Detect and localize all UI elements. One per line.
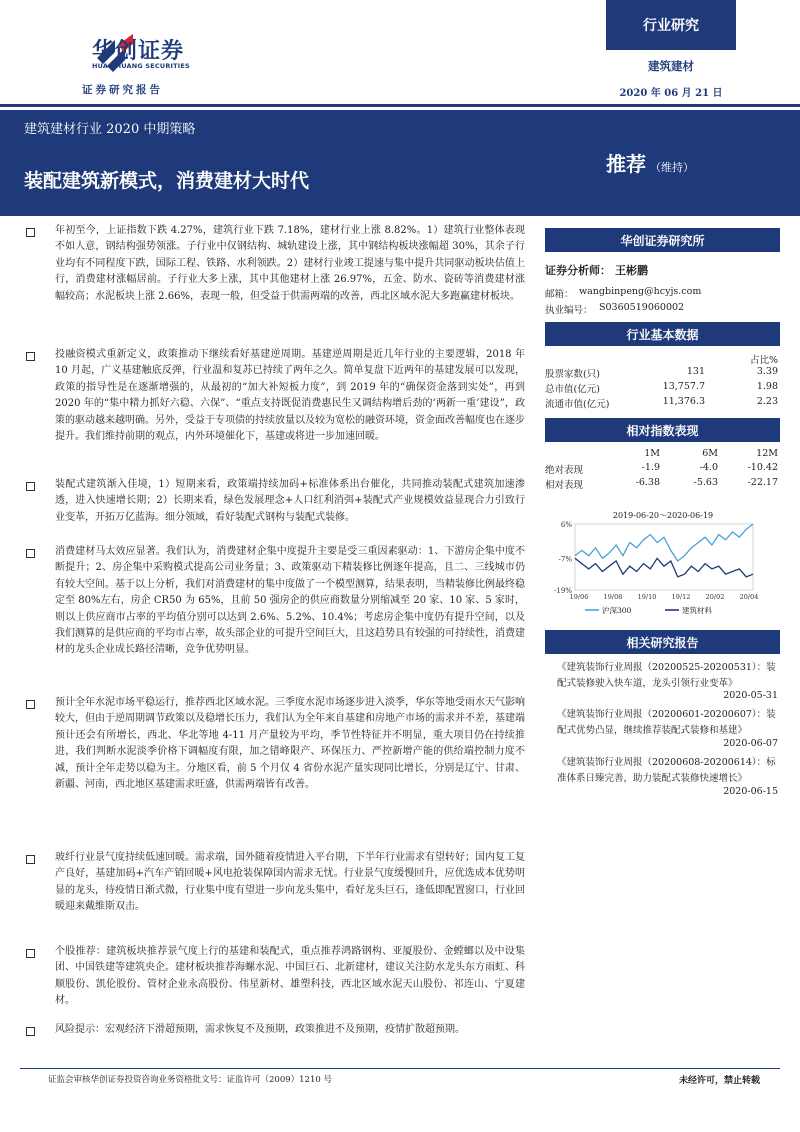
license-label: 执业编号：: [545, 305, 593, 316]
footer-license: 证监会审核华创证券投资咨询业务资格批文号：证监许可（2009）1210 号: [48, 1075, 332, 1085]
rating-note: （维持）: [650, 161, 694, 174]
x-tick-label: 20/04: [739, 593, 759, 601]
basic-row-label: 流通市值(亿元): [545, 399, 610, 410]
bullet-checkbox-icon: [26, 228, 35, 237]
logo-text: 华创证券: [92, 39, 185, 64]
perf-col-header: 6M: [702, 448, 718, 459]
report-subtitle: 建筑建材行业 2020 中期策略: [24, 122, 196, 137]
perf-row-label: 绝对表现: [545, 465, 584, 476]
sector-label: 建筑建材: [648, 59, 694, 73]
header-divider: [0, 104, 800, 107]
related-report-link[interactable]: 《建筑装饰行业周报（20200608-20200614）：标准体系日臻完善，助力装配式装修快速增长》: [557, 757, 776, 784]
perf-value: -5.63: [693, 477, 718, 488]
relative-performance-chart: [545, 510, 780, 620]
y-tick-label: 6%: [560, 521, 572, 529]
footer-divider: [20, 1068, 780, 1069]
basic-row-value: 11,376.3: [662, 396, 705, 407]
chart-title: 2019-06-20～2020-06-19: [612, 511, 714, 520]
summary-paragraph-5: 预计全年水泥市场平稳运行，推荐西北区域水泥。三季度水泥市场逐步进入淡季，华东等地受雨水天气影响较大，但由于逆周期调节政策以及稳增长压力，我们认为全年来自基建和房地产市场的需求并不差，基建端预计还会有所增长，西北、华北等地 4-11 月产量较为平均，季节性特征并不明显，重大项目仍在持续推进，我们判断水泥淡季价格下调幅度有限，加之错峰限产、环保压力、严控新增产能的供给端控制力度不减，预计全年走势以稳为主。分地区看，前 5 个月仅 4 省份水泥产量实现同比增长，分别是辽宁、甘肃、新疆、河南，西北地区基建需求旺盛，供需两端皆有改善。: [55, 697, 525, 791]
logo-text-en: HUA CHUANG SECURITIES: [92, 62, 190, 70]
x-tick-label: 20/02: [705, 593, 725, 601]
basic-row-value: 13,757.7: [662, 381, 705, 392]
perf-value: -4.0: [699, 462, 718, 473]
bullet-checkbox-icon: [26, 482, 35, 491]
research-institute-header: 华创证券研究所: [545, 228, 780, 252]
related-report-link[interactable]: 《建筑装饰行业周报（20200601-20200607）：装配式优势凸显，继续推荐装配式装修和基建》: [557, 709, 776, 736]
basic-data-header: 行业基本数据: [545, 322, 780, 346]
series-line: [575, 558, 753, 577]
perf-row-label: 相对表现: [545, 480, 584, 491]
x-tick-label: 19/10: [637, 593, 657, 601]
analyst-label: 证券分析师：: [545, 264, 611, 277]
license-number: S0360519060002: [599, 302, 685, 313]
x-tick-label: 19/08: [603, 593, 623, 601]
x-tick-label: 19/06: [569, 593, 589, 601]
y-tick-label: -19%: [554, 587, 572, 595]
summary-paragraph-2: 投融资模式重新定义，政策推动下继续看好基建逆周期。基建逆周期是近几年行业的主要逻辑，2018 年 10 月起，广义基建触底反弹，行业温和复苏已持续了两年之久。简单复盘下近两年的基建发展可以发现，政策的指导性是在逐渐增强的，从最初的“加大补短板力度”，到 2019 年的“确保资金落到实处”，再到 2020 年的“集中精力抓好六稳、六保”、“重点支持既促消费惠民生又调结构增后劲的‘两新一重’建设”，政策的驱动越来越明确。另外，受益于专项债的持续放量以及较为宽松的融资环境，资金面改善幅度也在逐步提升。我们维持前期的观点，内外环境催化下，基建或将进一步加速回暖。: [55, 349, 525, 443]
basic-row-label: 股票家数(只): [545, 369, 600, 380]
perf-value: -22.17: [747, 477, 778, 488]
basic-col-header: 占比%: [749, 355, 778, 366]
bullet-checkbox-icon: [26, 1027, 35, 1036]
report-category-tag: 行业研究: [606, 0, 736, 50]
perf-value: -10.42: [747, 462, 778, 473]
basic-row-label: 总市值(亿元): [545, 384, 600, 395]
related-report-date: 2020-06-07: [723, 738, 778, 749]
legend-label: 沪深300: [602, 606, 632, 615]
report-date: 2020 年 06 月 21 日: [619, 88, 723, 99]
series-line: [575, 524, 753, 561]
bullet-checkbox-icon: [26, 549, 35, 558]
summary-paragraph-4: 消费建材马太效应显著。我们认为，消费建材企集中度提升主要是受三重因素驱动：1、下游房企集中度不断提升；2、房企集中采购模式提高公司业务量；3、政策驱动下精装修比例逐年提高，且二、三线城市仍有较大空间。基于以上分析，我们对消费建材的集中度做了一个模型测算，结果表明，当精装修比例最终稳定至 80%左右，房企 CR50 为 65%，且前 50 强房企的供应商数量分别缩减至 20 家、10 家、5 家时，则以上供应商市占率的平均值分别可以达到 2.6%、5.2%、10.4%；考虑房企集中度仍有提升空间，以及我们测算的是供应商的平均市占率，故头部企业的可提升空间巨大，且这趋势具有较强的可持续性，消费建材的龙头企业成长路径清晰，竞争优势明显。: [55, 546, 525, 656]
summary-paragraph-6: 玻纤行业景气度持续低速回暖。需求端，国外随着疫情进入平台期，下半年行业需求有望转好；国内复工复产良好，基建加码+汽车产销回暖+风电抢装保障国内需求无忧。行业景气度缓慢回升，应优选成本优势明显的龙头，待疫情日渐式微，行业集中度有望进一步向龙头集中，看好龙头巨石，逢低即配置窗口，行业回暖迎来戴维斯双击。: [55, 852, 525, 913]
summary-paragraph-1: 年初至今，上证指数下跌 4.27%，建筑行业下跌 7.18%，建材行业上涨 8.82%。1）建筑行业整体表现不如人意，钢结构强势领涨。子行业中仅钢结构、城轨建设上涨，其中钢结构板块涨幅超 30%，其余子行业均有不同程度下跌，国际工程、铁路、水利领跌。2）建材行业竣工提速与集中提升共同驱动板块估值上行，消费建材涨幅居前。子行业大多上涨，其中其他建材上涨 26.97%，五金、防水、瓷砖等消费建材涨幅较高；水泥板块上涨 2.66%，表现一般，但受益于供需两端的改善，西北区域水泥大多跑赢建材板块。: [55, 225, 525, 302]
perf-col-header: 1M: [644, 448, 660, 459]
summary-paragraph-8: 风险提示：宏观经济下滑超预期，需求恢复不及预期，政策推进不及预期，疫情扩散超预期。: [55, 1024, 465, 1035]
summary-paragraph-3: 装配式建筑渐入佳境，1）短期来看，政策端持续加码+标准体系出台催化，共同推动装配式建筑加速渗透，进入快速增长期；2）长期来看，绿色发展理念+人口红利消弭+装配式产业规模效益显现合力引致行业变革，开拓万亿蓝海。细分领域，看好装配式钢构与装配式装修。: [55, 479, 525, 523]
bullet-checkbox-icon: [26, 949, 35, 958]
basic-row-share: 2.23: [756, 396, 778, 407]
basic-row-share: 3.39: [756, 366, 778, 377]
bullet-checkbox-icon: [26, 700, 35, 709]
relative-performance-header: 相对指数表现: [545, 418, 780, 442]
perf-col-header: 12M: [756, 448, 778, 459]
email-label: 邮箱：: [545, 289, 574, 300]
basic-row-value: 131: [686, 366, 705, 377]
basic-row-share: 1.98: [756, 381, 778, 392]
related-reports-header: 相关研究报告: [545, 630, 780, 654]
legend-label: 建筑材料: [682, 606, 712, 615]
bullet-checkbox-icon: [26, 855, 35, 864]
related-report-date: 2020-06-15: [723, 786, 778, 797]
footer-copyright: 未经许可，禁止转载: [678, 1076, 760, 1086]
report-title: 装配建筑新模式，消费建材大时代: [24, 170, 310, 192]
report-type: 证券研究报告: [82, 84, 163, 96]
related-report-link[interactable]: 《建筑装饰行业周报（20200525-20200531）：装配式装修驶入快车道，龙头引领行业变革》: [557, 662, 776, 689]
x-tick-label: 19/12: [671, 593, 691, 601]
bullet-checkbox-icon: [26, 352, 35, 361]
rating-value: 推荐: [606, 152, 646, 176]
y-tick-label: -7%: [558, 555, 572, 564]
analyst-email[interactable]: wangbinpeng@hcyjs.com: [579, 286, 702, 297]
analyst-name: 王彬鹏: [615, 264, 648, 277]
related-report-date: 2020-05-31: [723, 690, 778, 701]
summary-paragraph-7: 个股推荐：建筑板块推荐景气度上行的基建和装配式，重点推荐鸿路钢构、亚厦股份、金螳螂以及中设集团、中国铁建等建筑央企。建材板块推荐海螺水泥、中国巨石、北新建材，建议关注防水龙头东方雨虹、科顺股份、凯伦股份、管材企业永高股份、伟星新材、雄塑科技，西北区域水泥天山股份、祁连山、宁夏建材。: [55, 946, 525, 1007]
perf-value: -6.38: [635, 477, 660, 488]
rating: [606, 148, 694, 177]
perf-value: -1.9: [641, 462, 660, 473]
